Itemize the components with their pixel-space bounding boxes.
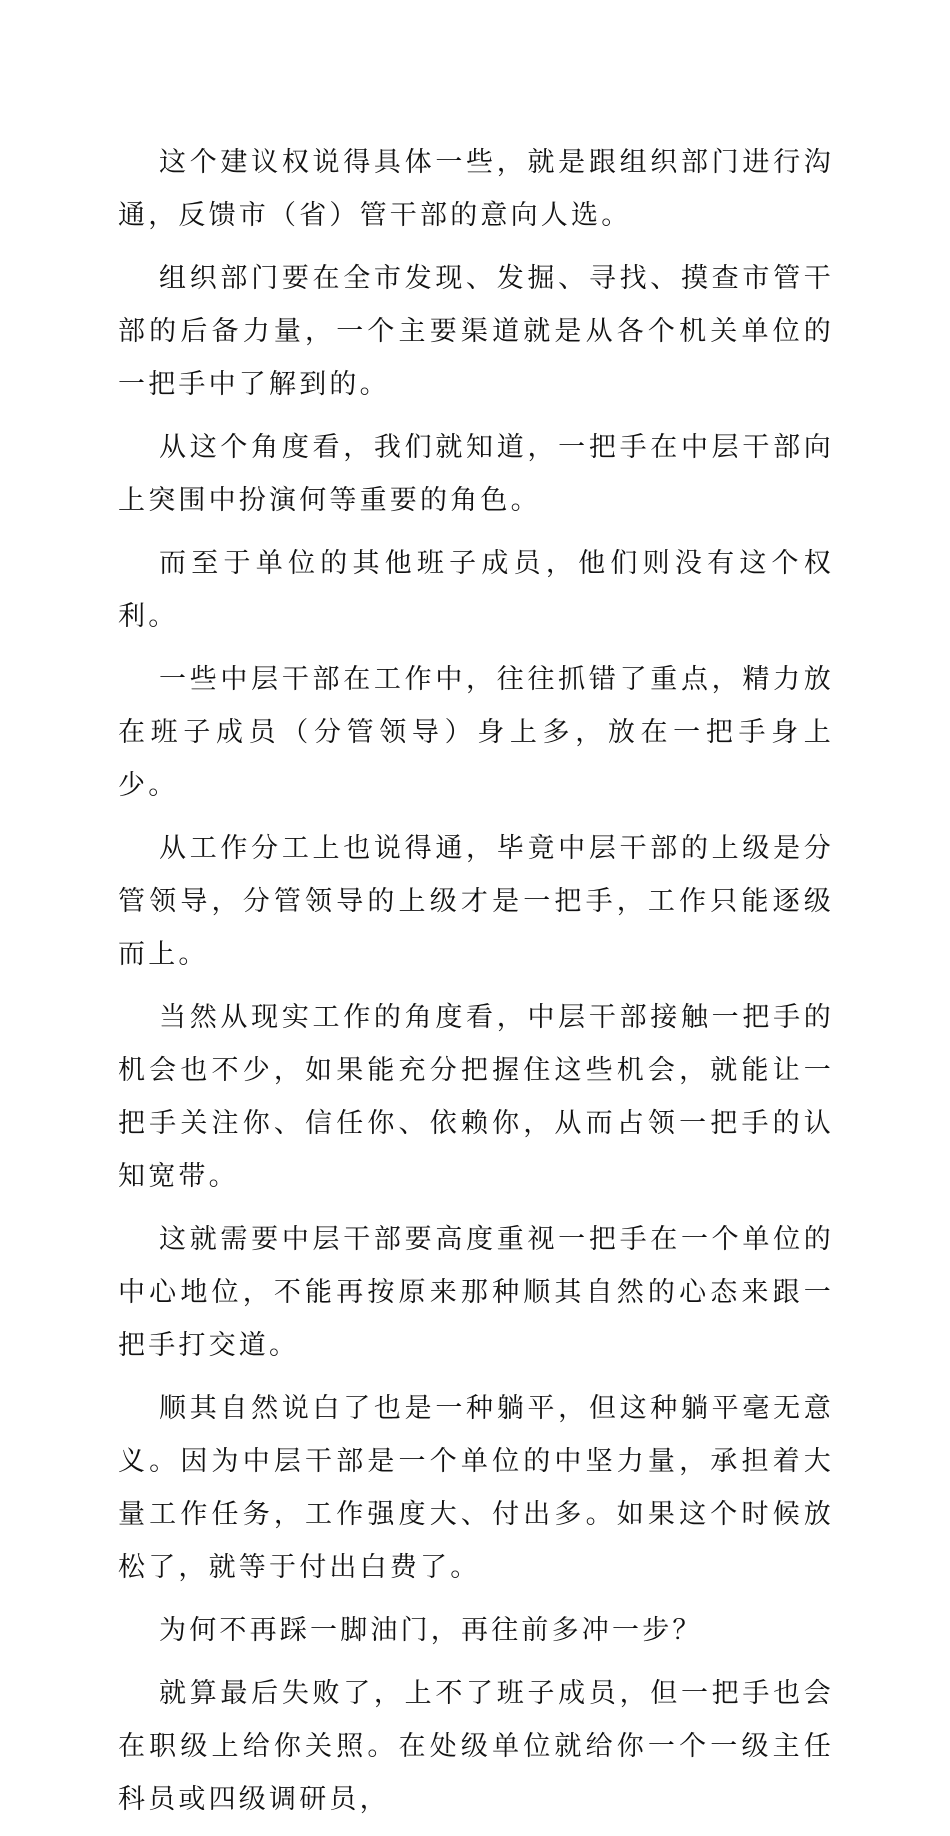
paragraph: 从工作分工上也说得通，毕竟中层干部的上级是分管领导，分管领导的上级才是一把手，工作只能逐级而上。 <box>118 833 834 970</box>
document-body <box>118 136 834 1836</box>
paragraph: 这就需要中层干部要高度重视一把手在一个单位的中心地位，不能再按原来那种顺其自然的心态来跟一把手打交道。 <box>118 1224 834 1361</box>
paragraph: 从这个角度看，我们就知道，一把手在中层干部向上突围中扮演何等重要的角色。 <box>118 432 834 516</box>
paragraph: 顺其自然说白了也是一种躺平，但这种躺平毫无意义。因为中层干部是一个单位的中坚力量，承担着大量工作任务，工作强度大、付出多。如果这个时候放松了，就等于付出白费了。 <box>118 1393 834 1583</box>
paragraph: 而至于单位的其他班子成员，他们则没有这个权利。 <box>118 548 834 632</box>
paragraph: 当然从现实工作的角度看，中层干部接触一把手的机会也不少，如果能充分把握住这些机会，就能让一把手关注你、信任你、依赖你，从而占领一把手的认知宽带。 <box>118 1002 834 1192</box>
paragraph: 为何不再踩一脚油门，再往前多冲一步？ <box>159 1615 703 1646</box>
paragraph: 组织部门要在全市发现、发掘、寻找、摸查市管干部的后备力量，一个主要渠道就是从各个机关单位的一把手中了解到的。 <box>118 263 834 400</box>
paragraph: 一些中层干部在工作中，往往抓错了重点，精力放在班子成员（分管领导）身上多，放在一把手身上少。 <box>118 664 834 801</box>
paragraph: 就算最后失败了，上不了班子成员，但一把手也会在职级上给你关照。在处级单位就给你一个一级主任科员或四级调研员， <box>118 1678 834 1815</box>
paragraph: 这个建议权说得具体一些，就是跟组织部门进行沟通，反馈市（省）管干部的意向人选。 <box>118 147 834 231</box>
